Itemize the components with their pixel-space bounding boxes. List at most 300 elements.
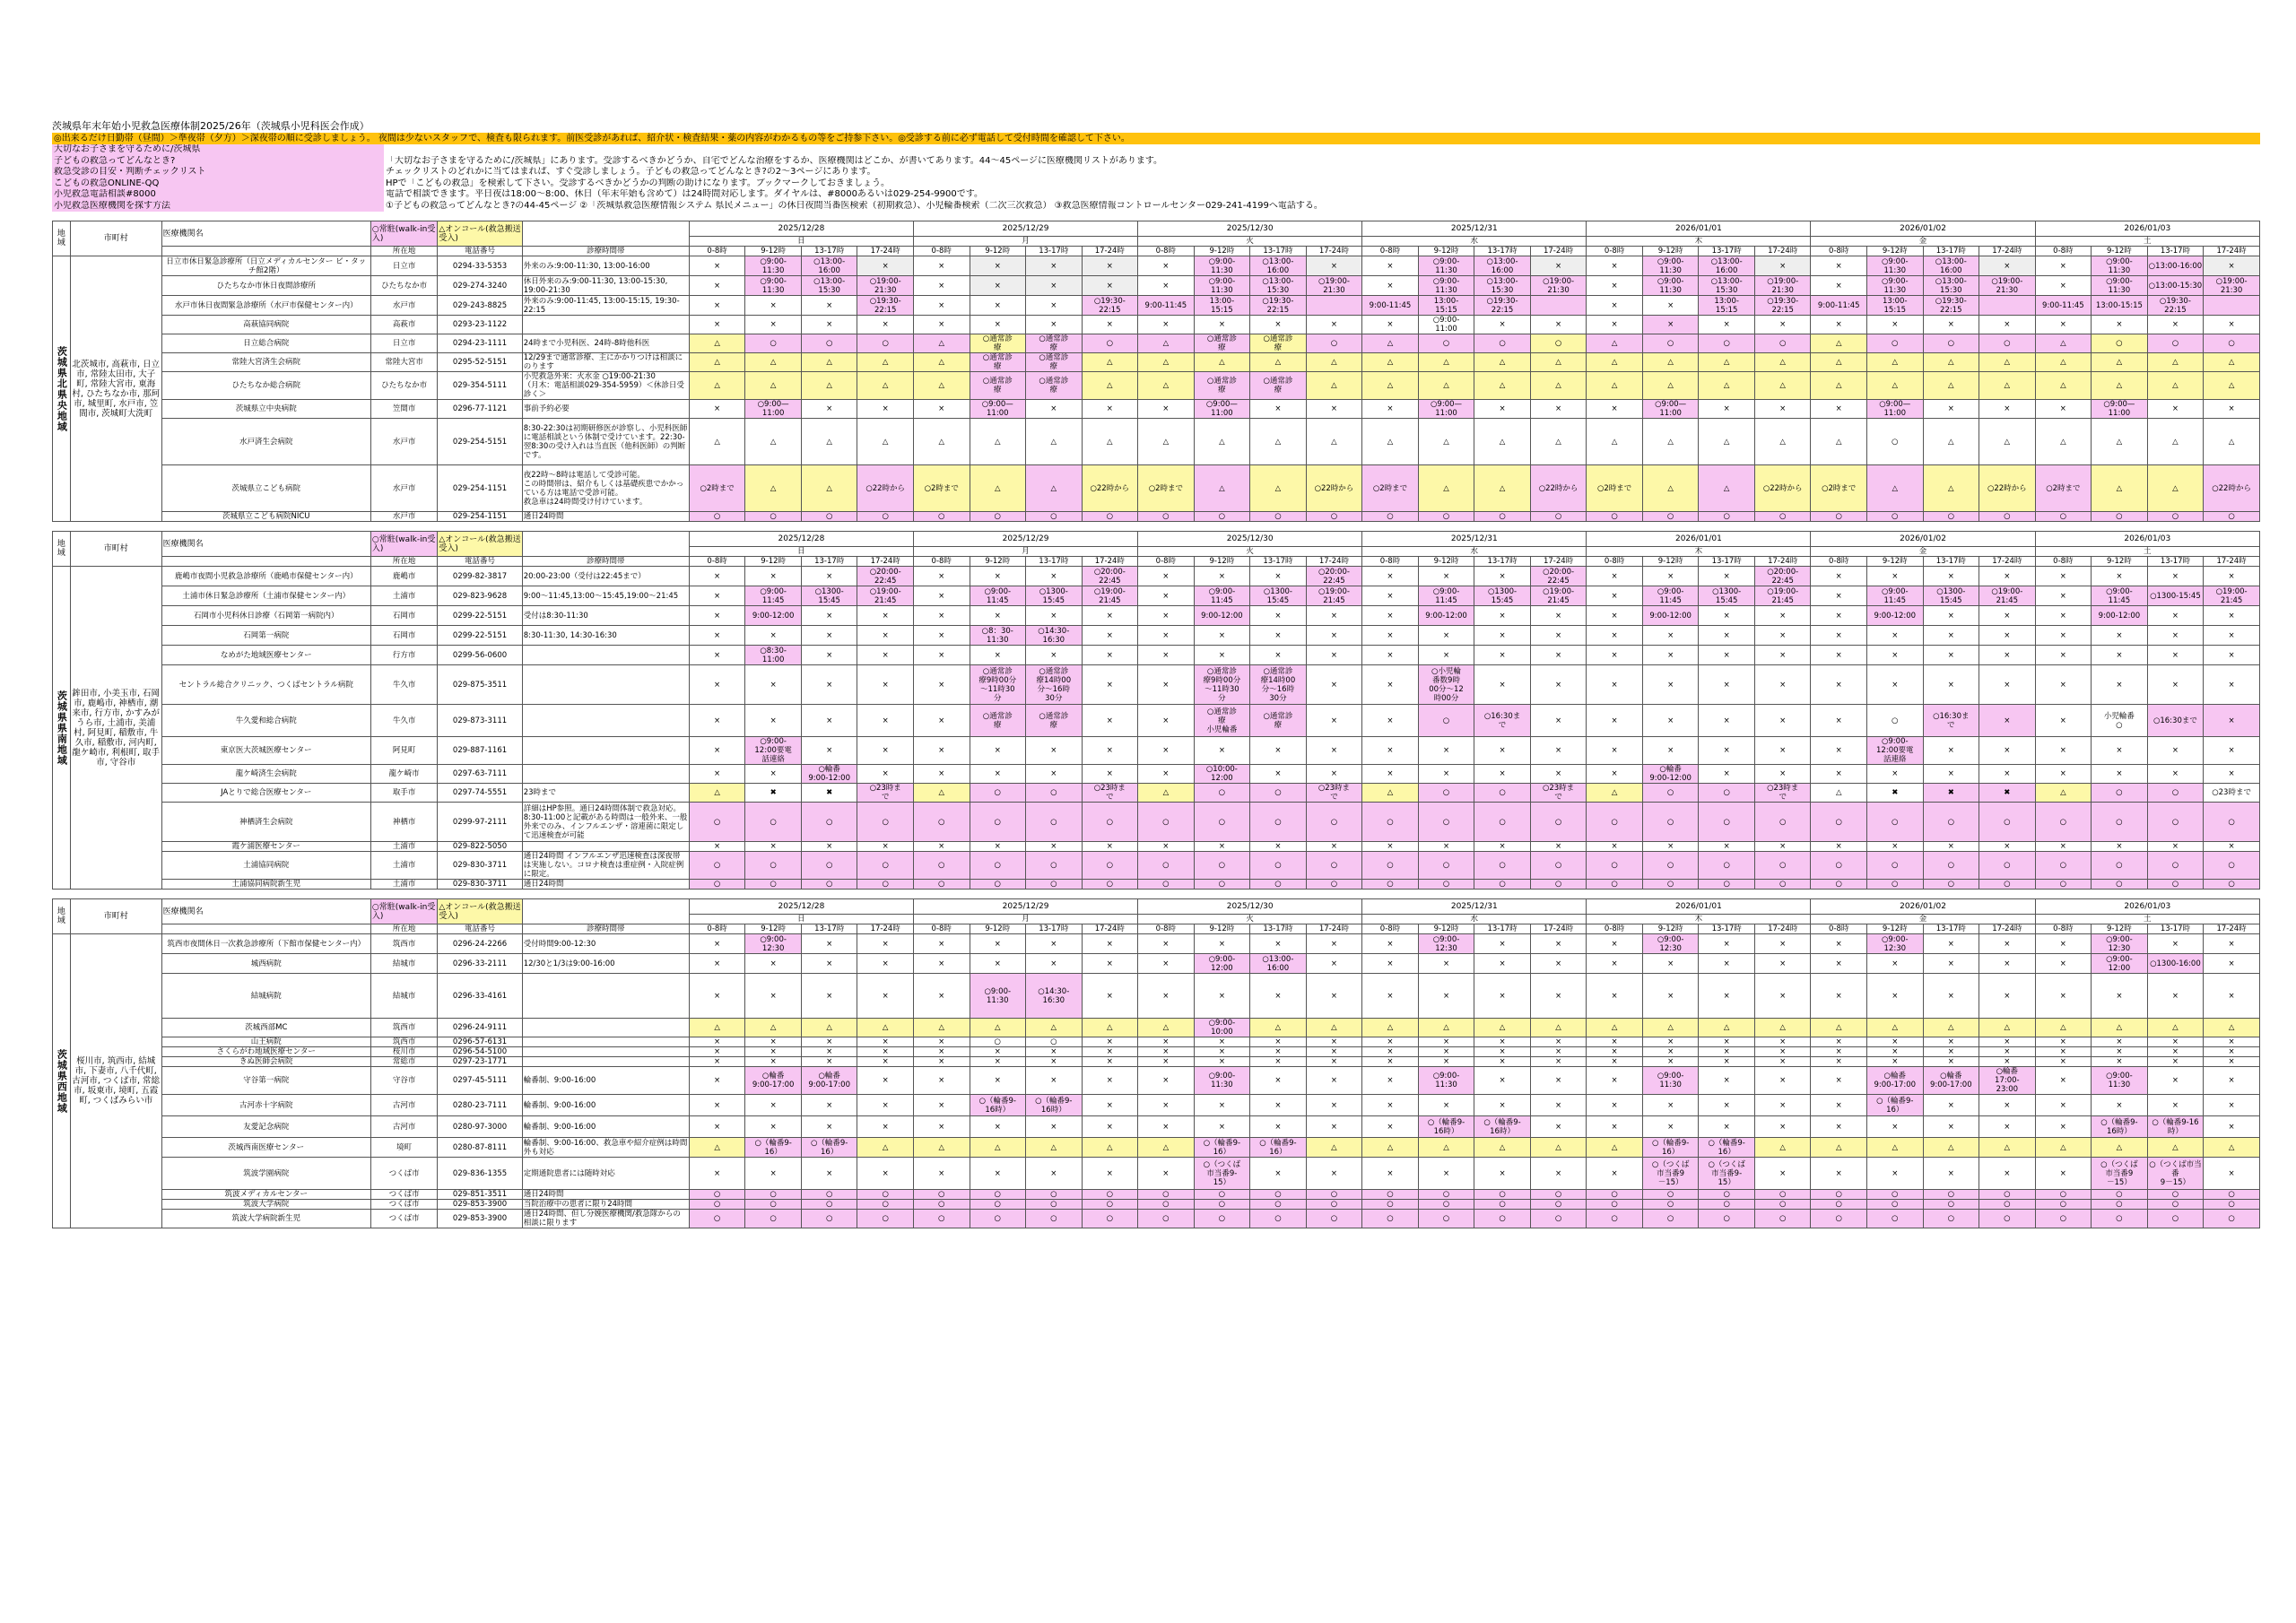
- slot-cell: ×: [1138, 1057, 1195, 1067]
- slot-cell: ○19:00- 21:45: [2204, 586, 2260, 606]
- slot-cell: ×: [1754, 1067, 1811, 1095]
- slot-cell: ○: [1138, 852, 1195, 880]
- slot-cell: ×: [1699, 954, 1755, 974]
- slot-cell: ○: [1418, 784, 1474, 803]
- slot-cell: ○: [1811, 803, 1867, 842]
- header-slot: 17-24時: [1979, 247, 2036, 256]
- hospital-hours-note: [522, 1037, 689, 1047]
- slot-cell: ×: [1138, 1037, 1195, 1047]
- slot-cell: △: [1138, 372, 1195, 400]
- slot-cell: ×: [1923, 954, 1979, 974]
- slot-cell: ○: [1418, 803, 1474, 842]
- slot-cell: ×: [1418, 646, 1474, 665]
- slot-cell: ○20:00- 22:45: [857, 567, 914, 586]
- slot-cell: ○9:00— 11:00: [1642, 400, 1699, 419]
- header-slot: 9-12時: [1194, 247, 1250, 256]
- slot-cell: ○通常診 療: [1026, 353, 1083, 372]
- hospital-location: 常陸大宮市: [370, 353, 437, 372]
- slot-cell: ×: [1026, 934, 1083, 954]
- slot-cell: ○: [689, 1210, 745, 1228]
- hospital-phone: 0299-22-5151: [438, 626, 522, 646]
- slot-cell: ×: [1250, 765, 1307, 784]
- slot-cell: ○: [1867, 1190, 1924, 1200]
- header-slot: 17-24時: [1530, 557, 1587, 567]
- slot-cell: ×: [1138, 1095, 1195, 1116]
- slot-cell: ×: [1530, 1116, 1587, 1138]
- slot-cell: ×: [1530, 626, 1587, 646]
- slot-cell: ×: [2035, 256, 2092, 276]
- slot-cell: ○: [2035, 1200, 2092, 1210]
- slot-cell: ×: [2204, 974, 2260, 1019]
- slot-cell: ×: [1923, 316, 1979, 334]
- slot-cell: ×: [1811, 1037, 1867, 1047]
- hospital-location: ひたちなか市: [370, 372, 437, 400]
- slot-cell: ○19:00- 21:30: [1530, 276, 1587, 296]
- slot-cell: ×: [1867, 665, 1924, 705]
- slot-cell: ×: [1250, 1047, 1307, 1057]
- slot-cell: ○: [1587, 512, 1643, 522]
- slot-cell: ×: [1362, 1116, 1419, 1138]
- slot-cell: ×: [689, 737, 745, 765]
- slot-cell: ×: [1587, 765, 1643, 784]
- slot-cell: ○9:00- 11:30: [2092, 276, 2148, 296]
- header-dow: 金: [1811, 915, 2035, 924]
- slot-cell: ×: [913, 1057, 970, 1067]
- slot-cell: ×: [913, 606, 970, 626]
- slot-cell: ○: [1194, 1190, 1250, 1200]
- hospital-location: 日立市: [370, 334, 437, 353]
- slot-cell: ×: [1811, 646, 1867, 665]
- header-dow: 木: [1587, 237, 1811, 247]
- hospital-phone: 0280-23-7111: [438, 1095, 522, 1116]
- slot-cell: ○: [2092, 1200, 2148, 1210]
- slot-cell: ×: [1642, 1047, 1699, 1057]
- slot-cell: ○: [2147, 1210, 2204, 1228]
- hospital-row: [53, 1190, 2260, 1200]
- hospital-hours-note: 20:00-23:00（受付は22:45まで）: [522, 567, 689, 586]
- slot-cell: ×: [689, 256, 745, 276]
- hospital-row: [53, 1200, 2260, 1210]
- slot-cell: ×: [2204, 1095, 2260, 1116]
- slot-cell: ×: [1082, 1095, 1138, 1116]
- header-date: 2026/01/03: [2035, 532, 2259, 547]
- slot-cell: ×: [745, 1037, 802, 1047]
- slot-cell: ○20:00- 22:45: [1082, 567, 1138, 586]
- header-slot: 9-12時: [1418, 247, 1474, 256]
- header-dow: 水: [1362, 547, 1587, 557]
- slot-cell: ×: [1082, 606, 1138, 626]
- slot-cell: ×: [1754, 705, 1811, 737]
- hospital-phone: 0299-82-3817: [438, 567, 522, 586]
- slot-cell: △: [1026, 1138, 1083, 1158]
- slot-cell: ×: [2035, 1158, 2092, 1190]
- hospital-row: [53, 586, 2260, 606]
- hospital-phone: 029-853-3900: [438, 1210, 522, 1228]
- slot-cell: ×: [2147, 606, 2204, 626]
- hospital-location: 鹿嶋市: [370, 567, 437, 586]
- slot-cell: [2204, 296, 2260, 316]
- slot-cell: ×: [1250, 567, 1307, 586]
- slot-cell: △: [2204, 1019, 2260, 1037]
- slot-cell: ○: [1250, 784, 1307, 803]
- slot-cell: △: [1138, 1138, 1195, 1158]
- slot-cell: ×: [1530, 316, 1587, 334]
- slot-cell: ○: [689, 880, 745, 890]
- slot-cell: ○: [1979, 1190, 2036, 1200]
- slot-cell: ×: [1979, 737, 2036, 765]
- slot-cell: ×: [1362, 646, 1419, 665]
- slot-cell: ×: [1474, 1037, 1531, 1047]
- header-dow: 水: [1362, 237, 1587, 247]
- info-label: 子どもの救急ってどんなとき?: [52, 156, 384, 168]
- slot-cell: ○9:00— 11:00: [1194, 400, 1250, 419]
- header-slot: 0-8時: [1138, 247, 1195, 256]
- slot-cell: ○通常診 療: [1026, 334, 1083, 353]
- slot-cell: ×: [1082, 1057, 1138, 1067]
- slot-cell: ×: [689, 567, 745, 586]
- slot-cell: ○: [745, 334, 802, 353]
- hospital-hours-note: [522, 665, 689, 705]
- slot-cell: ×: [857, 934, 914, 954]
- header-slot: 13-17時: [1026, 557, 1083, 567]
- slot-cell: ×: [1530, 974, 1587, 1019]
- slot-cell: ×: [1026, 567, 1083, 586]
- header-slot: 17-24時: [857, 247, 914, 256]
- slot-cell: ○19:30- 22:15: [2147, 296, 2204, 316]
- header-date: 2025/12/30: [1138, 899, 1362, 915]
- slot-cell: ○: [913, 1200, 970, 1210]
- slot-cell: ×: [1306, 665, 1362, 705]
- slot-cell: ×: [1923, 626, 1979, 646]
- slot-cell: ○: [857, 512, 914, 522]
- slot-cell: ○: [1754, 1210, 1811, 1228]
- header-region: 地域: [53, 532, 71, 567]
- slot-cell: ○: [1587, 1190, 1643, 1200]
- slot-cell: ×: [1867, 1047, 1924, 1057]
- slot-cell: ×: [1138, 1158, 1195, 1190]
- slot-cell: ×: [1642, 665, 1699, 705]
- slot-cell: ×: [2204, 665, 2260, 705]
- slot-cell: △: [1530, 372, 1587, 400]
- hospital-name: 土浦市休日緊急診療所（土浦市保健センター内）: [161, 586, 370, 606]
- slot-cell: ○: [1923, 1210, 1979, 1228]
- slot-cell: ×: [1250, 646, 1307, 665]
- document-title: 茨城県年末年始小児救急医療体制2025/26年（茨城県小児科医会作成）: [52, 120, 370, 132]
- slot-cell: ×: [2204, 737, 2260, 765]
- slot-cell: ○: [1587, 880, 1643, 890]
- slot-cell: ×: [801, 1047, 857, 1057]
- slot-cell: ×: [1138, 316, 1195, 334]
- slot-cell: ×: [1306, 626, 1362, 646]
- hospital-name: 茨城県立中央病院: [161, 400, 370, 419]
- slot-cell: ○2時まで: [913, 465, 970, 512]
- slot-cell: △: [1754, 1138, 1811, 1158]
- slot-cell: ○: [745, 512, 802, 522]
- slot-cell: ○: [970, 512, 1026, 522]
- schedule-tables: [52, 221, 2260, 1228]
- slot-cell: ○: [1642, 852, 1699, 880]
- header-slot: 9-12時: [745, 924, 802, 934]
- hospital-location: 笠間市: [370, 400, 437, 419]
- slot-cell: ○: [857, 803, 914, 842]
- slot-cell: ○: [1418, 1200, 1474, 1210]
- slot-cell: ×: [1194, 646, 1250, 665]
- slot-cell: ×: [1923, 1037, 1979, 1047]
- header-slot: 13-17時: [2147, 247, 2204, 256]
- slot-cell: ×: [970, 954, 1026, 974]
- slot-cell: ○（輪番9- 16）: [745, 1138, 802, 1158]
- slot-cell: ○: [1250, 1200, 1307, 1210]
- slot-cell: ○19:00- 21:45: [1530, 586, 1587, 606]
- hospital-phone: 029-822-5050: [438, 842, 522, 852]
- slot-cell: △: [1474, 353, 1531, 372]
- slot-cell: △: [1587, 334, 1643, 353]
- hospital-location: 常総市: [370, 1057, 437, 1067]
- slot-cell: ○: [1194, 512, 1250, 522]
- hospital-phone: 029-254-5151: [438, 419, 522, 465]
- hospital-name: きぬ医師会病院: [161, 1057, 370, 1067]
- slot-cell: ✖: [1979, 784, 2036, 803]
- slot-cell: ×: [1082, 1067, 1138, 1095]
- slot-cell: ○9:00— 11:00: [2092, 400, 2148, 419]
- slot-cell: ×: [1530, 705, 1587, 737]
- slot-cell: ×: [1026, 316, 1083, 334]
- slot-cell: ○9:00- 11:30: [745, 276, 802, 296]
- slot-cell: ×: [801, 400, 857, 419]
- slot-cell: ×: [1867, 1057, 1924, 1067]
- slot-cell: ○9:00- 11:30: [1642, 276, 1699, 296]
- hospital-row: [53, 784, 2260, 803]
- slot-cell: ×: [913, 954, 970, 974]
- hospital-location: 神栖市: [370, 803, 437, 842]
- slot-cell: ○: [1082, 1190, 1138, 1200]
- slot-cell: ○: [1138, 512, 1195, 522]
- slot-cell: ○22時から: [1306, 465, 1362, 512]
- header-hours: 診療時間帯: [522, 924, 689, 934]
- slot-cell: ×: [1362, 1158, 1419, 1190]
- slot-cell: △: [2204, 372, 2260, 400]
- slot-cell: ×: [1418, 1047, 1474, 1057]
- hospital-phone: 029-851-3511: [438, 1190, 522, 1200]
- slot-cell: ○: [1699, 1210, 1755, 1228]
- hospital-hours-note: 外来のみ:9:00-11:30, 13:00-16:00: [522, 256, 689, 276]
- slot-cell: ○9:00— 11:00: [970, 400, 1026, 419]
- slot-cell: ×: [913, 296, 970, 316]
- slot-cell: ×: [1923, 765, 1979, 784]
- hospital-location: ひたちなか市: [370, 276, 437, 296]
- slot-cell: ○19:30- 22:15: [1250, 296, 1307, 316]
- hospital-hours-note: [522, 705, 689, 737]
- slot-cell: ○: [745, 852, 802, 880]
- slot-cell: ×: [2035, 954, 2092, 974]
- slot-cell: ×: [1811, 1057, 1867, 1067]
- hospital-hours-note: [522, 1057, 689, 1067]
- hospital-location: 桜川市: [370, 1047, 437, 1057]
- slot-cell: ×: [2147, 400, 2204, 419]
- hospital-row: [53, 465, 2260, 512]
- slot-cell: ×: [2204, 626, 2260, 646]
- slot-cell: ○: [1026, 1037, 1083, 1047]
- slot-cell: ×: [857, 974, 914, 1019]
- header-date: 2025/12/29: [913, 899, 1137, 915]
- hospital-hours-note: 通日24時間: [522, 512, 689, 522]
- header-date: 2025/12/30: [1138, 221, 1362, 237]
- hospital-location: 水戸市: [370, 296, 437, 316]
- slot-cell: △: [1474, 419, 1531, 465]
- slot-cell: ×: [2204, 1057, 2260, 1067]
- slot-cell: ×: [689, 400, 745, 419]
- slot-cell: ○9:00- 11:30: [1418, 256, 1474, 276]
- slot-cell: ×: [970, 567, 1026, 586]
- slot-cell: ○: [1306, 880, 1362, 890]
- slot-cell: ○（輪番9- 16）: [801, 1138, 857, 1158]
- slot-cell: ×: [2092, 316, 2148, 334]
- region-label: 茨城県北県央地域: [53, 256, 71, 522]
- slot-cell: △: [1811, 353, 1867, 372]
- header-date: 2025/12/29: [913, 221, 1137, 237]
- slot-cell: ×: [1867, 765, 1924, 784]
- slot-cell: ○9:00- 11:45: [1867, 586, 1924, 606]
- hospital-row: [53, 1158, 2260, 1190]
- slot-cell: ○通常診 療: [1250, 334, 1307, 353]
- slot-cell: △: [1194, 419, 1250, 465]
- header-slot: 0-8時: [1362, 557, 1419, 567]
- hospital-row: [53, 1037, 2260, 1047]
- slot-cell: ○: [745, 1210, 802, 1228]
- slot-cell: ×: [1026, 276, 1083, 296]
- slot-cell: ○9:00- 11:45: [1642, 586, 1699, 606]
- slot-cell: △: [1979, 353, 2036, 372]
- header-slot: 17-24時: [1530, 247, 1587, 256]
- hospital-hours-note: 事前予約必要: [522, 400, 689, 419]
- hospital-row: [53, 567, 2260, 586]
- slot-cell: ×: [1811, 626, 1867, 646]
- info-label: 小児救急電話相談#8000: [52, 189, 384, 201]
- slot-cell: ×: [801, 954, 857, 974]
- slot-cell: ×: [1754, 1057, 1811, 1067]
- slot-cell: ×: [745, 842, 802, 852]
- header-slot: 0-8時: [913, 247, 970, 256]
- slot-cell: ○: [1474, 334, 1531, 353]
- header-slot: 13-17時: [1923, 924, 1979, 934]
- slot-cell: ×: [857, 646, 914, 665]
- slot-cell: ×: [1642, 737, 1699, 765]
- hospital-row: [53, 665, 2260, 705]
- slot-cell: ○輪番 9:00-17:00: [745, 1067, 802, 1095]
- slot-cell: ○13:00- 16:00: [1699, 256, 1755, 276]
- header-slot: 17-24時: [1754, 924, 1811, 934]
- slot-cell: ×: [2092, 665, 2148, 705]
- slot-cell: ×: [1138, 586, 1195, 606]
- header-blank: [522, 899, 689, 924]
- slot-cell: ○: [913, 1210, 970, 1228]
- slot-cell: [1530, 296, 1587, 316]
- slot-cell: ○9:00- 12:30: [1867, 934, 1924, 954]
- hospital-row: [53, 880, 2260, 890]
- header-slot: 0-8時: [1587, 247, 1643, 256]
- slot-cell: ×: [1474, 665, 1531, 705]
- slot-cell: ×: [1418, 567, 1474, 586]
- slot-cell: ○13:00- 15:30: [801, 276, 857, 296]
- slot-cell: ×: [2092, 737, 2148, 765]
- slot-cell: ○13:00- 16:00: [1923, 256, 1979, 276]
- slot-cell: ×: [745, 1116, 802, 1138]
- slot-cell: ○: [857, 1190, 914, 1200]
- hospital-phone: 029-243-8825: [438, 296, 522, 316]
- slot-cell: ×: [970, 646, 1026, 665]
- slot-cell: ×: [1587, 626, 1643, 646]
- slot-cell: △: [1082, 353, 1138, 372]
- hospital-phone: 0296-54-5100: [438, 1047, 522, 1057]
- slot-cell: ○: [1026, 1210, 1083, 1228]
- slot-cell: ×: [1923, 400, 1979, 419]
- slot-cell: ×: [1026, 606, 1083, 626]
- slot-cell: ○通常診 療: [970, 705, 1026, 737]
- slot-cell: ×: [2035, 737, 2092, 765]
- slot-cell: ○19:00- 21:45: [857, 586, 914, 606]
- slot-cell: △: [2204, 1138, 2260, 1158]
- slot-cell: ○: [1082, 512, 1138, 522]
- slot-cell: ○: [1530, 1200, 1587, 1210]
- slot-cell: ○: [1474, 512, 1531, 522]
- slot-cell: ○: [1362, 880, 1419, 890]
- municipality-list: 鉾田市, 小美玉市, 石岡市, 鹿嶋市, 神栖市, 潮来市, 行方市, かすみがうら市, 土浦市, 美浦村, 阿見町, 稲敷市, 牛久市, 稲敷市, 河内町, 龍ケ崎市, 利根町, 取手市, 守谷市: [70, 567, 161, 890]
- slot-cell: △: [1699, 372, 1755, 400]
- slot-cell: △: [1138, 1019, 1195, 1037]
- hospital-name: 筑波大学病院新生児: [161, 1210, 370, 1228]
- slot-cell: ○: [1138, 880, 1195, 890]
- slot-cell: ○20:00- 22:45: [1754, 567, 1811, 586]
- slot-cell: ×: [970, 765, 1026, 784]
- slot-cell: ○: [1699, 880, 1755, 890]
- slot-cell: ○: [1194, 1200, 1250, 1210]
- slot-cell: △: [2035, 353, 2092, 372]
- header-slot: 17-24時: [1979, 924, 2036, 934]
- header-slot: 17-24時: [857, 924, 914, 934]
- slot-cell: △: [1699, 465, 1755, 512]
- header-slot: 17-24時: [1082, 247, 1138, 256]
- slot-cell: ○: [1923, 803, 1979, 842]
- slot-cell: ×: [970, 276, 1026, 296]
- hospital-hours-note: [522, 316, 689, 334]
- slot-cell: ×: [745, 765, 802, 784]
- slot-cell: ×: [1138, 400, 1195, 419]
- slot-cell: △: [2092, 1138, 2148, 1158]
- slot-cell: ×: [1082, 626, 1138, 646]
- slot-cell: △: [1923, 465, 1979, 512]
- slot-cell: ×: [857, 1116, 914, 1138]
- slot-cell: ○: [970, 1190, 1026, 1200]
- slot-cell: ○: [1923, 334, 1979, 353]
- slot-cell: ×: [1306, 1067, 1362, 1095]
- slot-cell: ○: [2035, 1210, 2092, 1228]
- header-dow: 日: [689, 237, 913, 247]
- hospital-phone: 0280-87-8111: [438, 1138, 522, 1158]
- slot-cell: ×: [1362, 934, 1419, 954]
- slot-cell: ×: [1979, 765, 2036, 784]
- slot-cell: ×: [1754, 842, 1811, 852]
- slot-cell: ○: [1026, 512, 1083, 522]
- slot-cell: ×: [689, 316, 745, 334]
- header-muni: 市町村: [70, 899, 161, 934]
- slot-cell: 9:00-11:45: [1811, 296, 1867, 316]
- slot-cell: ×: [1923, 934, 1979, 954]
- slot-cell: ○: [1699, 852, 1755, 880]
- slot-cell: ×: [1642, 296, 1699, 316]
- slot-cell: ○: [1474, 784, 1531, 803]
- slot-cell: ×: [2092, 1047, 2148, 1057]
- header-date: 2026/01/01: [1587, 532, 1811, 547]
